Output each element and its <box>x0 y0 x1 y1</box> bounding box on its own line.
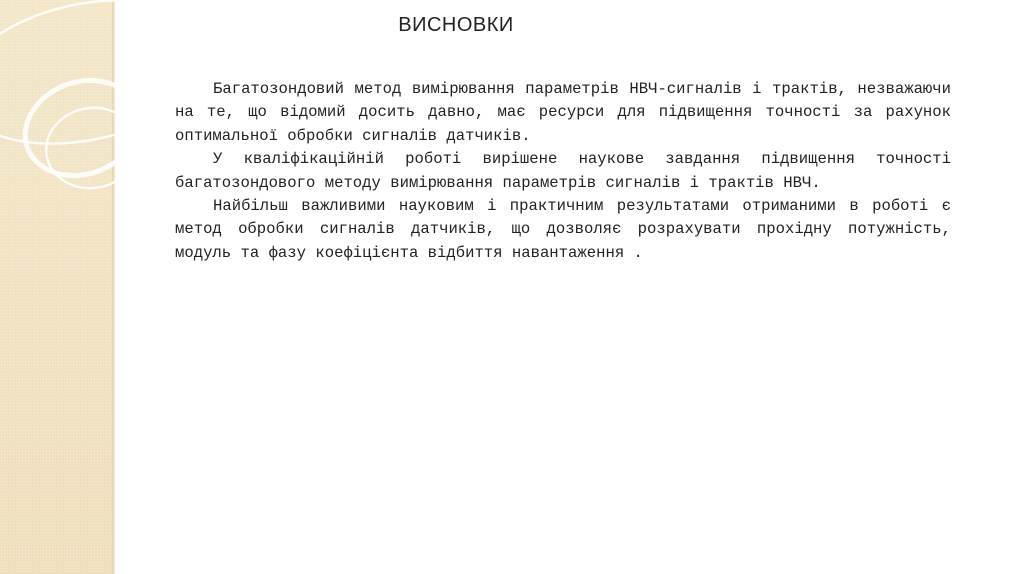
slide-title: ВИСНОВКИ <box>398 14 514 36</box>
paragraph-2: У кваліфікаційній роботі вирішене наукове завдання підвищення точності багатозондового методу вимірювання параметрів сигналів і трактів НВЧ. <box>175 150 951 192</box>
paragraph-3: Найбільш важливими науковим і практичним результатами отриманими в роботі є метод обробки сигналів датчиків, що дозволяє розрахувати прохідну потужність, модуль та фазу коефіцієнта відбиття навантаження . <box>175 197 951 262</box>
side-panel-edge <box>112 0 115 574</box>
slide-body-text <box>175 78 951 265</box>
paragraph-1: Багатозондовий метод вимірювання параметрів НВЧ-сигналів і трактів, незважаючи на те, що відомий досить давно, має ресурси для підвищення точності за рахунок оптимальної обробки сигналів датчиків. <box>175 80 951 145</box>
decorative-side-panel <box>0 0 112 574</box>
